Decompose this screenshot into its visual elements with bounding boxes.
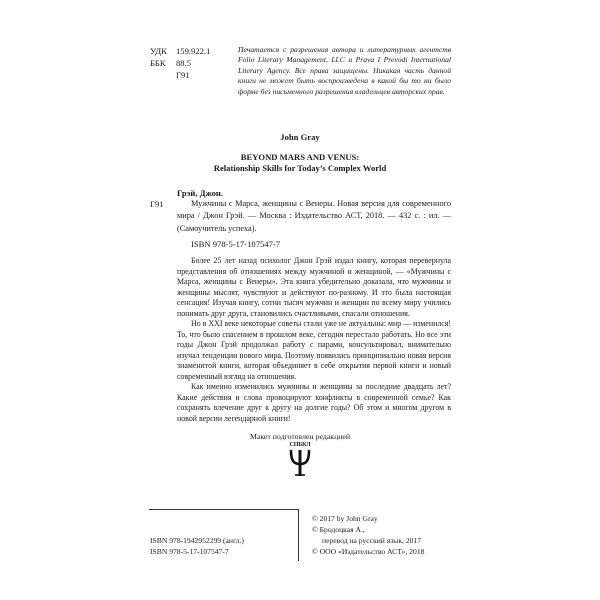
copyright-block	[312, 513, 424, 557]
copyright-line: © ООО «Издательство АСТ», 2018	[312, 547, 425, 556]
annotation	[177, 256, 451, 424]
udk-value: 159.922.1	[176, 46, 211, 56]
udk-row	[150, 45, 230, 57]
isbn-list	[150, 535, 244, 557]
logo-text: СПБКЛ	[289, 442, 311, 448]
copyright-line: перевод на русский язык, 2017	[322, 536, 422, 545]
original-title-block	[150, 132, 450, 174]
divider-rule-vertical	[298, 509, 299, 561]
catalog-author-heading: Грэй, Джон.	[177, 188, 223, 198]
catalog-isbn: ISBN 978-5-17-107547-7	[191, 239, 281, 249]
original-author: John Gray	[280, 132, 320, 142]
divider-rule-top	[149, 509, 298, 510]
udk-label: УДК	[150, 46, 167, 56]
classification-codes	[150, 45, 230, 81]
author-mark-row	[150, 69, 230, 81]
original-title-line1: BEYOND MARS AND VENUS:	[240, 152, 360, 162]
annotation-paragraph: Более 25 лет назад психолог Джон Грэй издал книгу, которая перевернула представления об отношениях между мужчиной и женщиной, — «Мужчины с Марса, женщины с Венеры». Эта книга убедительно доказала, что мужчины и женщины мыслят, чувствуют и действуют по-разному. И это была настоящая сенсация! Изучая книгу, сотни тысяч мужчин и женщин по всему миру учились понимать друг друга, становились счастливыми, спасали отношения.	[177, 256, 451, 318]
catalog-code: Г91	[150, 199, 164, 209]
copyright-line: © Бродоцкая А.,	[312, 525, 365, 534]
copyright-line: © 2017 by John Gray	[312, 514, 378, 523]
psi-logo-icon	[282, 449, 318, 477]
bbk-label: ББК	[150, 58, 166, 68]
publisher-logo	[282, 442, 318, 478]
isbn-russian: ISBN 978-5-17-107547-7	[150, 547, 229, 556]
original-title-line2: Relationship Skills for Today’s Complex World	[213, 163, 387, 173]
author-mark-value: Г91	[176, 70, 190, 80]
rights-notice: Печатается с разрешения автора и литературных агентств Folio Literary Management, LLC и Prava I Prevodi International Literary Agency. Все права защищены. Никакая часть данной книги не может быть воспроизведена в какой бы то ни было форме без письменного разрешения владельцев авторских прав.	[238, 45, 451, 96]
isbn-english: ISBN 978-1942952299 (англ.)	[150, 536, 244, 545]
annotation-paragraph: Но в XXI веке некоторые советы стали уже не актуальны: мир — изменился! То, что было спасением в прошлом веке, сегодня перестало работать. Но все эти годы Джон Грэй продолжал работу с парами, консультировал, внимательно изучал тенденции нового мира. Поэтому появилась принципиально новая версия знаменитой книги, которая объединяет в себе открытия первой книги и новый современный взгляд на отношения.	[177, 319, 451, 381]
bbk-value: 88.5	[176, 58, 192, 68]
bbk-row	[150, 57, 230, 69]
prepared-by: Макет подготовлен редакцией	[249, 432, 351, 441]
catalog-entry: Мужчины с Марса, женщины с Венеры. Новая версия для современного мира / Джон Грэй. — Москва : Издательство АСТ, 2018. — 432 с. : ил. — (Самоучитель успеха).	[177, 199, 451, 233]
annotation-paragraph: Как именно изменились мужчины и женщины за последние двадцать лет? Какие действия и слова провоцируют конфликты в современной семье? Как сохранять влечение друг к другу на долгие годы? Об этом и многом другом в новой версии легендарной книги!	[177, 382, 451, 423]
